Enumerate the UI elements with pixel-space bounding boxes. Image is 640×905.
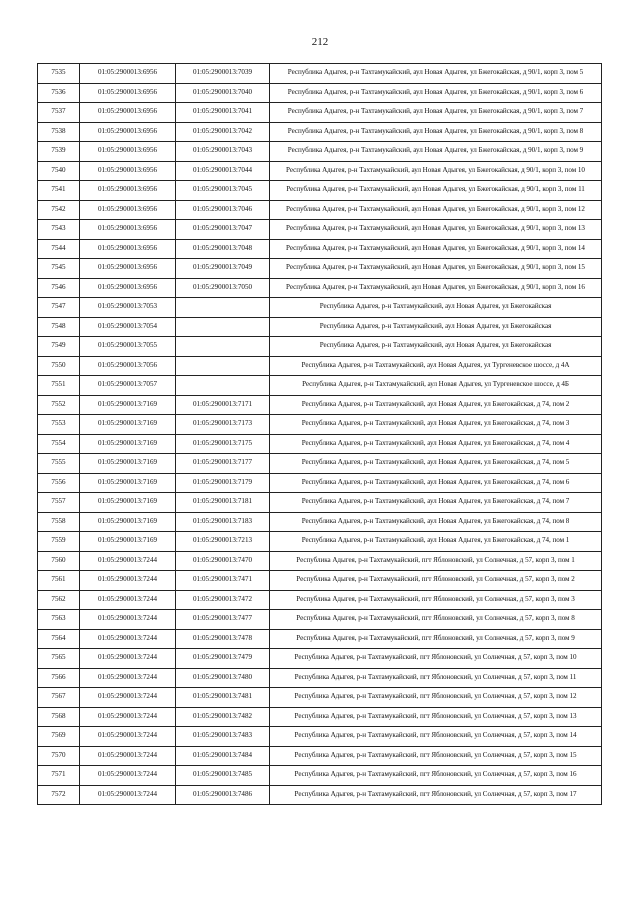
- table-row: [38, 785, 602, 805]
- object-number-cell: 01:05:2900013:7481: [176, 688, 270, 708]
- object-number-cell: 01:05:2900013:7477: [176, 610, 270, 630]
- address-cell: Республика Адыгея, р-н Тахтамукайский, аул Новая Адыгея, ул Бжегокайская, д 90/1, корп 3, пом 13: [270, 220, 602, 240]
- object-number-cell: 01:05:2900013:7039: [176, 64, 270, 84]
- address-cell: Республика Адыгея, р-н Тахтамукайский, аул Новая Адыгея, ул Бжегокайская, д 90/1, корп 3, пом 15: [270, 259, 602, 279]
- object-number-cell: [176, 356, 270, 376]
- row-number-cell: 7563: [38, 610, 80, 630]
- row-number-cell: 7559: [38, 532, 80, 552]
- address-cell: Республика Адыгея, р-н Тахтамукайский, аул Новая Адыгея, ул Бжегокайская, д 74, пом 6: [270, 473, 602, 493]
- row-number-cell: 7557: [38, 493, 80, 513]
- row-number-cell: 7566: [38, 668, 80, 688]
- row-number-cell: 7541: [38, 181, 80, 201]
- table-row: [38, 629, 602, 649]
- row-number-cell: 7569: [38, 727, 80, 747]
- address-cell: Республика Адыгея, р-н Тахтамукайский, аул Новая Адыгея, ул Бжегокайская, д 74, пом 7: [270, 493, 602, 513]
- parcel-number-cell: 01:05:2900013:6956: [80, 122, 176, 142]
- table-row: [38, 83, 602, 103]
- object-number-cell: 01:05:2900013:7177: [176, 454, 270, 474]
- table-row: [38, 161, 602, 181]
- row-number-cell: 7555: [38, 454, 80, 474]
- table-row: [38, 181, 602, 201]
- parcel-number-cell: 01:05:2900013:7169: [80, 454, 176, 474]
- row-number-cell: 7540: [38, 161, 80, 181]
- table-row: [38, 298, 602, 318]
- table-row: [38, 688, 602, 708]
- object-number-cell: 01:05:2900013:7043: [176, 142, 270, 162]
- row-number-cell: 7556: [38, 473, 80, 493]
- table-row: [38, 727, 602, 747]
- parcel-number-cell: 01:05:2900013:7169: [80, 434, 176, 454]
- parcel-number-cell: 01:05:2900013:7244: [80, 785, 176, 805]
- object-number-cell: 01:05:2900013:7045: [176, 181, 270, 201]
- parcel-number-cell: 01:05:2900013:6956: [80, 220, 176, 240]
- row-number-cell: 7537: [38, 103, 80, 123]
- table-row: [38, 454, 602, 474]
- row-number-cell: 7550: [38, 356, 80, 376]
- object-number-cell: 01:05:2900013:7482: [176, 707, 270, 727]
- row-number-cell: 7544: [38, 239, 80, 259]
- parcel-number-cell: 01:05:2900013:7244: [80, 688, 176, 708]
- object-number-cell: 01:05:2900013:7179: [176, 473, 270, 493]
- row-number-cell: 7554: [38, 434, 80, 454]
- row-number-cell: 7536: [38, 83, 80, 103]
- address-cell: Республика Адыгея, р-н Тахтамукайский, пгт Яблоновский, ул Солнечная, д 57, корп 3, пом 9: [270, 629, 602, 649]
- table-row: [38, 434, 602, 454]
- parcel-number-cell: 01:05:2900013:7055: [80, 337, 176, 357]
- registry-table: [37, 63, 602, 805]
- parcel-number-cell: 01:05:2900013:7169: [80, 512, 176, 532]
- object-number-cell: 01:05:2900013:7484: [176, 746, 270, 766]
- row-number-cell: 7572: [38, 785, 80, 805]
- parcel-number-cell: 01:05:2900013:6956: [80, 181, 176, 201]
- address-cell: Республика Адыгея, р-н Тахтамукайский, аул Новая Адыгея, ул Бжегокайская, д 90/1, корп 3, пом 12: [270, 200, 602, 220]
- parcel-number-cell: 01:05:2900013:6956: [80, 64, 176, 84]
- parcel-number-cell: 01:05:2900013:7057: [80, 376, 176, 396]
- parcel-number-cell: 01:05:2900013:7244: [80, 707, 176, 727]
- address-cell: Республика Адыгея, р-н Тахтамукайский, аул Новая Адыгея, ул Бжегокайская, д 90/1, корп 3, пом 6: [270, 83, 602, 103]
- table-row: [38, 278, 602, 298]
- parcel-number-cell: 01:05:2900013:7244: [80, 649, 176, 669]
- object-number-cell: 01:05:2900013:7181: [176, 493, 270, 513]
- object-number-cell: 01:05:2900013:7175: [176, 434, 270, 454]
- table-row: [38, 512, 602, 532]
- parcel-number-cell: 01:05:2900013:7244: [80, 629, 176, 649]
- object-number-cell: 01:05:2900013:7044: [176, 161, 270, 181]
- table-row: [38, 707, 602, 727]
- row-number-cell: 7560: [38, 551, 80, 571]
- row-number-cell: 7542: [38, 200, 80, 220]
- address-cell: Республика Адыгея, р-н Тахтамукайский, аул Новая Адыгея, ул Бжегокайская, д 74, пом 8: [270, 512, 602, 532]
- address-cell: Республика Адыгея, р-н Тахтамукайский, аул Новая Адыгея, ул Бжегокайская, д 74, пом 2: [270, 395, 602, 415]
- object-number-cell: 01:05:2900013:7173: [176, 415, 270, 435]
- object-number-cell: 01:05:2900013:7480: [176, 668, 270, 688]
- parcel-number-cell: 01:05:2900013:7244: [80, 746, 176, 766]
- table-row: [38, 668, 602, 688]
- address-cell: Республика Адыгея, р-н Тахтамукайский, аул Новая Адыгея, ул Бжегокайская, д 90/1, корп 3, пом 9: [270, 142, 602, 162]
- table-row: [38, 766, 602, 786]
- row-number-cell: 7567: [38, 688, 80, 708]
- parcel-number-cell: 01:05:2900013:7169: [80, 532, 176, 552]
- row-number-cell: 7539: [38, 142, 80, 162]
- table-row: [38, 356, 602, 376]
- parcel-number-cell: 01:05:2900013:7053: [80, 298, 176, 318]
- table-row: [38, 395, 602, 415]
- address-cell: Республика Адыгея, р-н Тахтамукайский, аул Новая Адыгея, ул Бжегокайская, д 90/1, корп 3, пом 11: [270, 181, 602, 201]
- row-number-cell: 7565: [38, 649, 80, 669]
- address-cell: Республика Адыгея, р-н Тахтамукайский, пгт Яблоновский, ул Солнечная, д 57, корп 3, пом 17: [270, 785, 602, 805]
- address-cell: Республика Адыгея, р-н Тахтамукайский, аул Новая Адыгея, ул Бжегокайская, д 90/1, корп 3, пом 5: [270, 64, 602, 84]
- table-row: [38, 473, 602, 493]
- table-row: [38, 200, 602, 220]
- address-cell: Республика Адыгея, р-н Тахтамукайский, аул Новая Адыгея, ул Тургеневское шоссе, д 4А: [270, 356, 602, 376]
- address-cell: Республика Адыгея, р-н Тахтамукайский, аул Новая Адыгея, ул Бжегокайская: [270, 337, 602, 357]
- object-number-cell: 01:05:2900013:7485: [176, 766, 270, 786]
- object-number-cell: 01:05:2900013:7472: [176, 590, 270, 610]
- parcel-number-cell: 01:05:2900013:7244: [80, 551, 176, 571]
- object-number-cell: 01:05:2900013:7040: [176, 83, 270, 103]
- row-number-cell: 7538: [38, 122, 80, 142]
- address-cell: Республика Адыгея, р-н Тахтамукайский, пгт Яблоновский, ул Солнечная, д 57, корп 3, пом 10: [270, 649, 602, 669]
- row-number-cell: 7535: [38, 64, 80, 84]
- row-number-cell: 7571: [38, 766, 80, 786]
- address-cell: Республика Адыгея, р-н Тахтамукайский, аул Новая Адыгея, ул Бжегокайская: [270, 317, 602, 337]
- table-row: [38, 64, 602, 84]
- table-row: [38, 532, 602, 552]
- row-number-cell: 7568: [38, 707, 80, 727]
- address-cell: Республика Адыгея, р-н Тахтамукайский, аул Новая Адыгея, ул Бжегокайская, д 90/1, корп 3, пом 14: [270, 239, 602, 259]
- table-row: [38, 551, 602, 571]
- object-number-cell: 01:05:2900013:7213: [176, 532, 270, 552]
- table-row: [38, 103, 602, 123]
- address-cell: Республика Адыгея, р-н Тахтамукайский, аул Новая Адыгея, ул Бжегокайская, д 90/1, корп 3, пом 10: [270, 161, 602, 181]
- row-number-cell: 7561: [38, 571, 80, 591]
- object-number-cell: 01:05:2900013:7171: [176, 395, 270, 415]
- object-number-cell: 01:05:2900013:7470: [176, 551, 270, 571]
- object-number-cell: 01:05:2900013:7183: [176, 512, 270, 532]
- table-row: [38, 239, 602, 259]
- object-number-cell: 01:05:2900013:7050: [176, 278, 270, 298]
- parcel-number-cell: 01:05:2900013:7169: [80, 493, 176, 513]
- parcel-number-cell: 01:05:2900013:6956: [80, 83, 176, 103]
- row-number-cell: 7570: [38, 746, 80, 766]
- row-number-cell: 7546: [38, 278, 80, 298]
- parcel-number-cell: 01:05:2900013:7169: [80, 395, 176, 415]
- address-cell: Республика Адыгея, р-н Тахтамукайский, пгт Яблоновский, ул Солнечная, д 57, корп 3, пом 2: [270, 571, 602, 591]
- parcel-number-cell: 01:05:2900013:7169: [80, 415, 176, 435]
- object-number-cell: 01:05:2900013:7048: [176, 239, 270, 259]
- parcel-number-cell: 01:05:2900013:7244: [80, 571, 176, 591]
- row-number-cell: 7543: [38, 220, 80, 240]
- address-cell: Республика Адыгея, р-н Тахтамукайский, аул Новая Адыгея, ул Бжегокайская: [270, 298, 602, 318]
- address-cell: Республика Адыгея, р-н Тахтамукайский, пгт Яблоновский, ул Солнечная, д 57, корп 3, пом 11: [270, 668, 602, 688]
- parcel-number-cell: 01:05:2900013:6956: [80, 259, 176, 279]
- object-number-cell: 01:05:2900013:7486: [176, 785, 270, 805]
- parcel-number-cell: 01:05:2900013:6956: [80, 103, 176, 123]
- registry-rows: [38, 64, 602, 805]
- address-cell: Республика Адыгея, р-н Тахтамукайский, аул Новая Адыгея, ул Бжегокайская, д 74, пом 4: [270, 434, 602, 454]
- row-number-cell: 7553: [38, 415, 80, 435]
- row-number-cell: 7558: [38, 512, 80, 532]
- address-cell: Республика Адыгея, р-н Тахтамукайский, пгт Яблоновский, ул Солнечная, д 57, корп 3, пом 3: [270, 590, 602, 610]
- address-cell: Республика Адыгея, р-н Тахтамукайский, пгт Яблоновский, ул Солнечная, д 57, корп 3, пом 16: [270, 766, 602, 786]
- address-cell: Республика Адыгея, р-н Тахтамукайский, пгт Яблоновский, ул Солнечная, д 57, корп 3, пом 15: [270, 746, 602, 766]
- table-row: [38, 571, 602, 591]
- table-row: [38, 220, 602, 240]
- address-cell: Республика Адыгея, р-н Тахтамукайский, пгт Яблоновский, ул Солнечная, д 57, корп 3, пом 8: [270, 610, 602, 630]
- table-row: [38, 493, 602, 513]
- parcel-number-cell: 01:05:2900013:7169: [80, 473, 176, 493]
- row-number-cell: 7547: [38, 298, 80, 318]
- object-number-cell: 01:05:2900013:7047: [176, 220, 270, 240]
- row-number-cell: 7551: [38, 376, 80, 396]
- row-number-cell: 7549: [38, 337, 80, 357]
- parcel-number-cell: 01:05:2900013:6956: [80, 142, 176, 162]
- object-number-cell: 01:05:2900013:7046: [176, 200, 270, 220]
- parcel-number-cell: 01:05:2900013:7244: [80, 610, 176, 630]
- parcel-number-cell: 01:05:2900013:6956: [80, 278, 176, 298]
- parcel-number-cell: 01:05:2900013:7244: [80, 727, 176, 747]
- table-row: [38, 649, 602, 669]
- parcel-number-cell: 01:05:2900013:7244: [80, 590, 176, 610]
- table-row: [38, 259, 602, 279]
- table-row: [38, 376, 602, 396]
- object-number-cell: 01:05:2900013:7479: [176, 649, 270, 669]
- table-row: [38, 122, 602, 142]
- object-number-cell: 01:05:2900013:7041: [176, 103, 270, 123]
- table-row: [38, 142, 602, 162]
- parcel-number-cell: 01:05:2900013:6956: [80, 239, 176, 259]
- row-number-cell: 7545: [38, 259, 80, 279]
- address-cell: Республика Адыгея, р-н Тахтамукайский, аул Новая Адыгея, ул Бжегокайская, д 90/1, корп 3, пом 8: [270, 122, 602, 142]
- address-cell: Республика Адыгея, р-н Тахтамукайский, аул Новая Адыгея, ул Бжегокайская, д 90/1, корп 3, пом 16: [270, 278, 602, 298]
- parcel-number-cell: 01:05:2900013:7244: [80, 668, 176, 688]
- object-number-cell: 01:05:2900013:7478: [176, 629, 270, 649]
- page-number: 212: [311, 36, 329, 48]
- address-cell: Республика Адыгея, р-н Тахтамукайский, пгт Яблоновский, ул Солнечная, д 57, корп 3, пом 13: [270, 707, 602, 727]
- object-number-cell: [176, 317, 270, 337]
- address-cell: Республика Адыгея, р-н Тахтамукайский, аул Новая Адыгея, ул Бжегокайская, д 74, пом 3: [270, 415, 602, 435]
- table-row: [38, 746, 602, 766]
- parcel-number-cell: 01:05:2900013:6956: [80, 200, 176, 220]
- object-number-cell: [176, 376, 270, 396]
- object-number-cell: [176, 337, 270, 357]
- address-cell: Республика Адыгея, р-н Тахтамукайский, аул Новая Адыгея, ул Тургеневское шоссе, д 4Б: [270, 376, 602, 396]
- object-number-cell: [176, 298, 270, 318]
- parcel-number-cell: 01:05:2900013:6956: [80, 161, 176, 181]
- table-row: [38, 415, 602, 435]
- address-cell: Республика Адыгея, р-н Тахтамукайский, аул Новая Адыгея, ул Бжегокайская, д 90/1, корп 3, пом 7: [270, 103, 602, 123]
- table-row: [38, 337, 602, 357]
- table-row: [38, 590, 602, 610]
- row-number-cell: 7562: [38, 590, 80, 610]
- address-cell: Республика Адыгея, р-н Тахтамукайский, аул Новая Адыгея, ул Бжегокайская, д 74, пом 5: [270, 454, 602, 474]
- row-number-cell: 7552: [38, 395, 80, 415]
- row-number-cell: 7548: [38, 317, 80, 337]
- address-cell: Республика Адыгея, р-н Тахтамукайский, пгт Яблоновский, ул Солнечная, д 57, корп 3, пом 12: [270, 688, 602, 708]
- table-row: [38, 317, 602, 337]
- parcel-number-cell: 01:05:2900013:7056: [80, 356, 176, 376]
- object-number-cell: 01:05:2900013:7049: [176, 259, 270, 279]
- parcel-number-cell: 01:05:2900013:7054: [80, 317, 176, 337]
- object-number-cell: 01:05:2900013:7042: [176, 122, 270, 142]
- parcel-number-cell: 01:05:2900013:7244: [80, 766, 176, 786]
- object-number-cell: 01:05:2900013:7471: [176, 571, 270, 591]
- address-cell: Республика Адыгея, р-н Тахтамукайский, пгт Яблоновский, ул Солнечная, д 57, корп 3, пом 1: [270, 551, 602, 571]
- address-cell: Республика Адыгея, р-н Тахтамукайский, аул Новая Адыгея, ул Бжегокайская, д 74, пом 1: [270, 532, 602, 552]
- address-cell: Республика Адыгея, р-н Тахтамукайский, пгт Яблоновский, ул Солнечная, д 57, корп 3, пом 14: [270, 727, 602, 747]
- table-row: [38, 610, 602, 630]
- row-number-cell: 7564: [38, 629, 80, 649]
- object-number-cell: 01:05:2900013:7483: [176, 727, 270, 747]
